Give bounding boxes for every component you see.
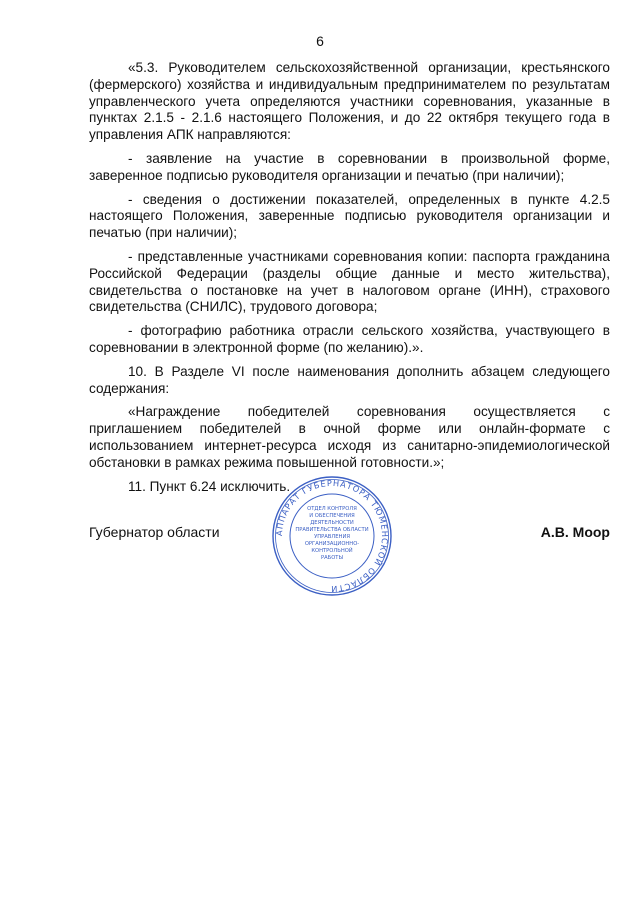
list-item-application: - заявление на участие в соревновании в произвольной форме, заверенное подписью руководителя организации и печатью (при наличии); xyxy=(89,150,610,183)
document-body xyxy=(89,60,610,502)
signatory-name: А.В. Моор xyxy=(540,524,610,540)
paragraph-awarding: «Награждение победителей соревнования осуществляется с приглашением победителей в очной форме или онлайн-формате с использованием интернет-ресурса исходя из санитарно-эпидемиологической обстановки в рамках режима повышенной готовности.»; xyxy=(89,404,610,470)
signature-block xyxy=(89,524,610,544)
stamp-line: РАБОТЫ xyxy=(320,555,344,561)
stamp-line: ОРГАНИЗАЦИОННО- xyxy=(304,541,360,547)
list-item-indicators: - сведения о достижении показателей, определенных в пункте 4.2.5 настоящего Положения, заверенные подписью руководителя организации и печатью (при наличии); xyxy=(89,191,610,241)
stamp-line: И ОБЕСПЕЧЕНИЯ xyxy=(309,513,355,519)
signatory-position: Губернатор области xyxy=(89,524,220,540)
stamp-line: ДЕЯТЕЛЬНОСТИ xyxy=(310,520,354,526)
list-item-photo: - фотографию работника отрасли сельского хозяйства, участвующего в соревновании в электронной форме (по желанию).». xyxy=(89,323,610,355)
stamp-outer-text: АППАРАТ ГУБЕРНАТОРА ТЮМЕНСКОЙ ОБЛАСТИ xyxy=(273,477,391,595)
stamp-line: КОНТРОЛЬНОЙ xyxy=(311,548,353,554)
list-item-copies: - представленные участниками соревнования копии: паспорта гражданина Российской Федерации (разделы общие данные и место жительства), свидетельства о постановке на учет в налоговом органе (ИНН), страхового свидетельства (СНИЛС), трудового договора; xyxy=(89,248,610,315)
stamp-line: ПРАВИТЕЛЬСТВА ОБЛАСТИ xyxy=(295,527,369,533)
paragraph-11: 11. Пункт 6.24 исключить. xyxy=(128,478,291,494)
paragraph-5-3: «5.3. Руководителем сельскохозяйственной организации, крестьянского (фермерского) хозяйства и индивидуальным предпринимателем по результатам управленческого учета определяются участники соревнования, указанные в пунктах 2.1.5 - 2.1.6 настоящего Положения, и до 22 октября текущего года в управления АПК направляются: xyxy=(89,60,610,143)
page-number: 6 xyxy=(316,33,324,49)
stamp-line: УПРАВЛЕНИЯ xyxy=(314,534,350,540)
paragraph-10: 10. В Разделе VI после наименования дополнить абзацем следующего содержания: xyxy=(89,363,610,396)
stamp-line: ОТДЕЛ КОНТРОЛЯ xyxy=(307,506,357,512)
